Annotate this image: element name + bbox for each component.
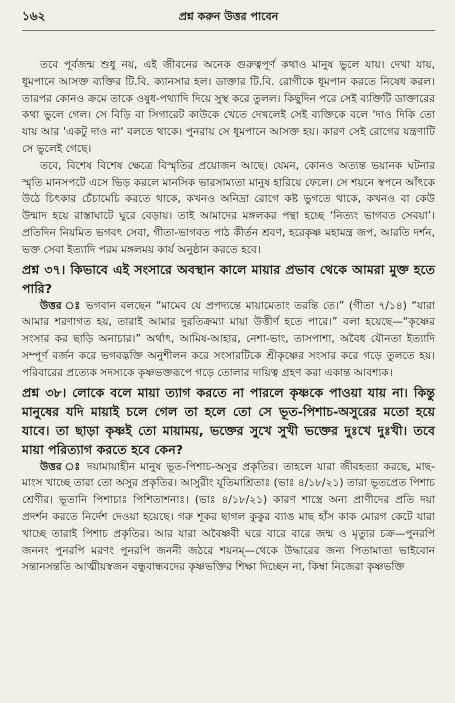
- paragraph-2: তবে, বিশেষ বিশেষ ক্ষেত্রে বিস্মৃতির প্রয়োজন আছে। যেমন, কোনও অত্যন্ত ভয়ানক ঘটনার স্মৃতি মানসপটে এসে ভিড় করলে মানসিক ভারসাম্যতা মানুষ হারিয়ে ফেলে। সে শয়নে স্বপনে আঁৎকে উঠে চিৎকার চেঁচামেচি করতে থাকে, কখনও অনিদ্রা রোগে কষ্ট ভুগতে থাকে, কখনও বা কেউ উন্মাদ হয়ে রাস্তাঘাটে ঘুরে বেড়ায়। তাই আমাদের মঙ্গলকর পন্থা হচ্ছে ‘নিত্যং ভাগবত সেবয়া’। প্রতিদিন নিয়মিত ভগবৎ সেবা, গীতা-ভাগবত পাঠ কীর্তন শ্রবণ, হরেকৃষ্ণ মহামন্ত্র জপ, আরতি দর্শন, ভক্ত সেবা ইত্যাদি পরম মঙ্গলময় কার্য অনুষ্ঠান করতে হবে।: [22, 159, 435, 256]
- answer-37-label: উত্তর ঃ: [40, 299, 82, 312]
- running-title: প্রশ্ন করুন উত্তর পাবেন: [178, 10, 279, 23]
- question-37-label: প্রশ্ন ৩৭।: [22, 261, 66, 277]
- page-number: ১৬২: [22, 9, 46, 23]
- question-38-text: লোকে বলে মায়া ত্যাগ করতে না পারলে কৃষ্ণকে পাওয়া যায় না। কিন্তু মানুষের যদি মায়াই চলে গেল তা হলে তো সে ভূত-পিশাচ-অসুরের মতো হয়ে যাবে। তা ছাড়া কৃষ্ণই তো মায়াময়, ভক্তের সুখে সুখী ভক্তের দুঃখে দুঃখী। তবে মায়া পরিত্যাগ করতে হবে কেন?: [22, 384, 435, 457]
- answer-37-text: ভগবান বলছেন “মামেব যে প্রপদ্যন্তে মায়ামেতাং তরন্তি তে।” (গীতা ৭/১৪) “যারা আমার শরণাগত হয়, তারাই আমার দুরতিক্রম্যা মায়া উত্তীর্ণ হতে পারে।” বলা হয়েছে—“কৃষ্ণের সংসার কর ছাড়ি অনাচার।” অর্থাৎ, আমিষ-আহার, নেশা-ভাং, তাসপাশা, অবৈধ যৌনতা ইত্যাদি সম্পূর্ণ বর্জন করে ভগবদ্ভক্তি অনুশীলন করে সংসারটিকে শ্রীকৃষ্ণের সংসার করে গড়ে তুলতে হয়। পরিবারের প্রত্যেক সদস্যকে কৃষ্ণভক্তরূপে গড়ে তোলার দায়িত্ব গ্রহণ করা একান্ত আবশ্যক।: [22, 299, 435, 379]
- page-header: [22, 8, 435, 31]
- question-37-text: কিভাবে এই সংসারে অবস্থান কালে মায়ার প্রভাব থেকে আমরা মুক্ত হতে পারি?: [22, 261, 435, 296]
- paragraph-1: তবে পূর্বজন্ম শুধু নয়, এই জীবনের অনেক গুরুত্বপূর্ণ কথাও মানুষ ভুলে যায়। দেখা যায়, ধূমপানে আসক্ত ব্যক্তির টি.বি. ক্যানসার হল। ডাক্তার টি.বি. রোগীকে ধূমপান করতে নিষেধ করল। তারপর কোনও ক্রমে তাকে ওষুধ-পথ্যাদি দিয়ে সুস্থ করে তুলল। কিছুদিন পরে সেই ব্যক্তিটি ডাক্তারের কথা ভুলে গেল। সে বিড়ি বা সিগারেট কাউকে খেতে দেখলেই সেই ব্যক্তিকে বলে 'দাও দিকি তো যায় আর 'একটু দাও না' বলতে থাকে। পুনরায় সে ধূমপানে আসক্ত হয়। কারণ সেই রোগের যন্ত্রণাটি সে ভুলেই গেছে।: [22, 59, 435, 155]
- answer-38-label: উত্তর ঃ: [40, 460, 82, 473]
- question-38: [22, 383, 435, 459]
- page-body: [22, 57, 435, 576]
- question-37: [22, 260, 435, 298]
- answer-38: [22, 459, 435, 577]
- answer-38-text: দয়ামায়াহীন মানুষ ভূত-পিশাচ-অসুর প্রকৃতির। তাহলে যারা জীবহত্যা করছে, মাছ-মাংস খাচ্ছে তারা তো অসুর প্রকৃতির। আসুরীং যূতিমাশ্রিতাঃ (ভাঃ ৪/১৮/২১) তারা ভূতপ্রেত পিশাচ শ্রেণীর। ভূতানি পিশাচাঃ পিশিতাশনাঃ। (ভাঃ ৪/১৮/২১) কারণ শাস্ত্রে অন্য প্রাণীদের প্রতি দয়া প্রদর্শন করতে নির্দেশ দেওয়া হয়েছে। গরু শূকর ছাগল কুকুর ব্যাঙ মাছ হাঁস কাক মোরগ কেটে যারা খাচ্ছে তারাই পিশাচ প্রকৃতির। আর যারা অবৈষ্ণবী ঘরে বারে বারে জন্ম ও মৃত্যুর চক্র—পুনরপি জননং পুনরপি মরণং পুনরপি জননী জঠরে শয়নম্—থেকে উদ্ধারের জন্য পিতামাতা ভাইবোন সন্তানসন্ততি আত্মীয়স্বজন বন্ধুবান্ধবদের কৃষ্ণভক্তির শিক্ষা দিচ্ছেন না, কিম্বা নিজেরা কৃষ্ণভক্তি: [22, 460, 435, 574]
- question-38-label: প্রশ্ন ৩৮।: [22, 384, 67, 400]
- answer-37: [22, 298, 435, 382]
